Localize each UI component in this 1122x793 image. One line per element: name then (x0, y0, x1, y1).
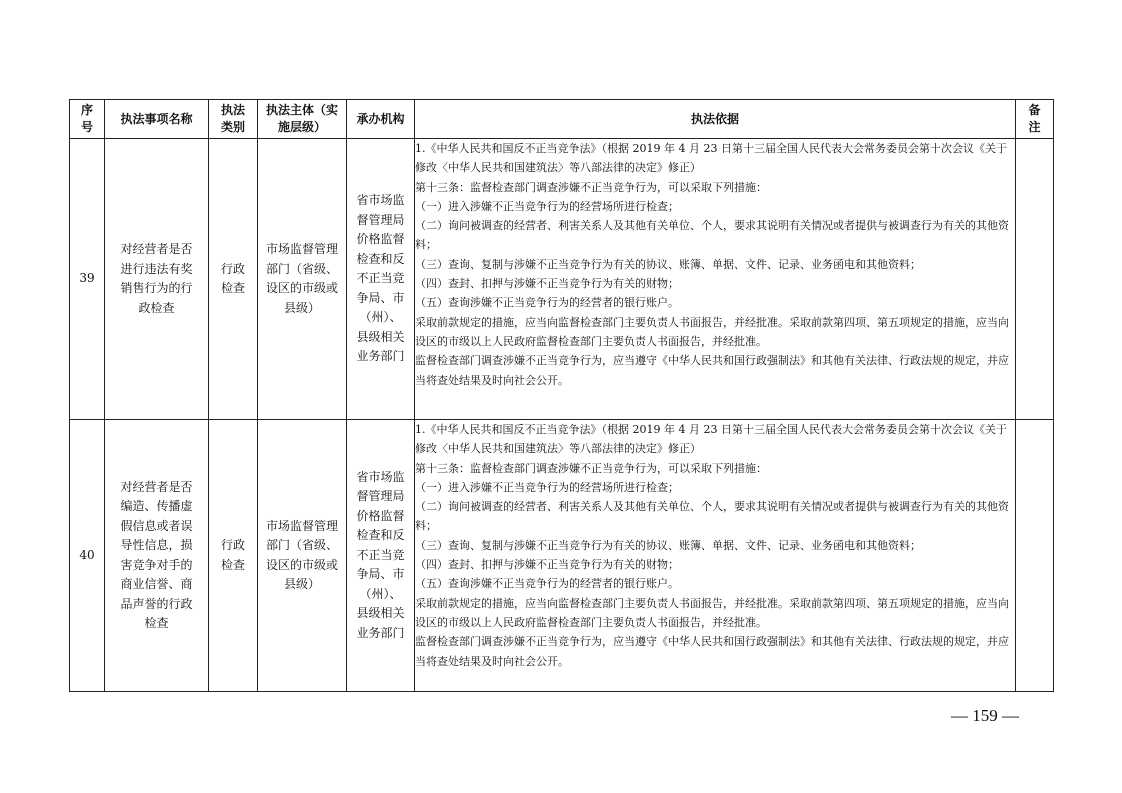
basis-line: （五）查询涉嫌不正当竞争行为的经营者的银行账户。 (415, 296, 679, 310)
enforcement-table (69, 99, 1054, 692)
header-item-name: 执法事项名称 (105, 100, 209, 139)
basis-line: （五）查询涉嫌不正当竞争行为的经营者的银行账户。 (415, 577, 679, 591)
row-subject: 市场监督管理部门（省级、设区的市级或县级） (258, 139, 347, 420)
header-subject: 执法主体（实施层级） (258, 100, 347, 139)
row-basis (415, 420, 1016, 692)
table-row (70, 139, 1054, 420)
table-header-row (70, 100, 1054, 139)
row-category: 行政检查 (209, 420, 258, 692)
basis-line: 1.《中华人民共和国反不正当竞争法》（根据 2019 年 4 月 23 日第十三届全国人民代表大会常务委员会第十次会议《关于修改〈中华人民共和国建筑法〉等八部法律的决定》修正） (415, 423, 1007, 456)
row-agency: 省市场监督管理局价格监督检查和反不正当竞争局、市（州）、县级相关业务部门 (347, 420, 415, 692)
header-category: 执法类别 (209, 100, 258, 139)
basis-line: （一）进入涉嫌不正当竞争行为的经营场所进行检查； (415, 480, 679, 494)
row-seq: 40 (70, 420, 105, 692)
basis-line: （二）询问被调查的经营者、利害关系人及其他有关单位、个人，要求其说明有关情况或者提供与被调查行为有关的其他资料； (415, 219, 1009, 252)
basis-line: 1.《中华人民共和国反不正当竞争法》（根据 2019 年 4 月 23 日第十三届全国人民代表大会常务委员会第十次会议《关于修改〈中华人民共和国建筑法〉等八部法律的决定》修正） (415, 142, 1007, 175)
row-agency: 省市场监督管理局价格监督检查和反不正当竞争局、市（州）、县级相关业务部门 (347, 139, 415, 420)
page-number: — 159 — (951, 706, 1019, 725)
basis-line: （四）查封、扣押与涉嫌不正当竞争行为有关的财物； (415, 277, 679, 291)
basis-line: 监督检查部门调查涉嫌不正当竞争行为，应当遵守《中华人民共和国行政强制法》和其他有关法律、行政法规的规定，并应当将查处结果及时向社会公开。 (415, 354, 1009, 387)
header-remark: 备注 (1016, 100, 1054, 139)
row-remark (1016, 139, 1054, 420)
basis-line: （四）查封、扣押与涉嫌不正当竞争行为有关的财物； (415, 558, 679, 572)
row-remark (1016, 420, 1054, 692)
header-agency: 承办机构 (347, 100, 415, 139)
basis-line: 第十三条：监督检查部门调查涉嫌不正当竞争行为，可以采取下列措施： (415, 180, 767, 194)
table-row (70, 420, 1054, 692)
basis-line: 采取前款规定的措施，应当向监督检查部门主要负责人书面报告，并经批准。采取前款第四项、第五项规定的措施，应当向设区的市级以上人民政府监督检查部门主要负责人书面报告，并经批准。 (415, 596, 1009, 629)
header-seq: 序号 (70, 100, 105, 139)
basis-line: 第十三条：监督检查部门调查涉嫌不正当竞争行为，可以采取下列措施： (415, 461, 767, 475)
basis-line: （三）查询、复制与涉嫌不正当竞争行为有关的协议、账簿、单据、文件、记录、业务函电和其他资料； (415, 538, 921, 552)
row-item-name: 对经营者是否进行违法有奖销售行为的行政检查 (105, 139, 209, 420)
basis-line: 监督检查部门调查涉嫌不正当竞争行为，应当遵守《中华人民共和国行政强制法》和其他有关法律、行政法规的规定，并应当将查处结果及时向社会公开。 (415, 635, 1009, 668)
basis-line: （一）进入涉嫌不正当竞争行为的经营场所进行检查； (415, 199, 679, 213)
row-basis (415, 139, 1016, 420)
basis-line: 采取前款规定的措施，应当向监督检查部门主要负责人书面报告，并经批准。采取前款第四项、第五项规定的措施，应当向设区的市级以上人民政府监督检查部门主要负责人书面报告，并经批准。 (415, 315, 1009, 348)
row-subject: 市场监督管理部门（省级、设区的市级或县级） (258, 420, 347, 692)
header-basis: 执法依据 (415, 100, 1016, 139)
basis-line: （二）询问被调查的经营者、利害关系人及其他有关单位、个人，要求其说明有关情况或者提供与被调查行为有关的其他资料； (415, 500, 1009, 533)
row-category: 行政检查 (209, 139, 258, 420)
row-seq: 39 (70, 139, 105, 420)
basis-line: （三）查询、复制与涉嫌不正当竞争行为有关的协议、账簿、单据、文件、记录、业务函电和其他资料； (415, 257, 921, 271)
row-item-name: 对经营者是否编造、传播虚假信息或者误导性信息，损害竞争对手的商业信誉、商品声誉的行政检查 (105, 420, 209, 692)
